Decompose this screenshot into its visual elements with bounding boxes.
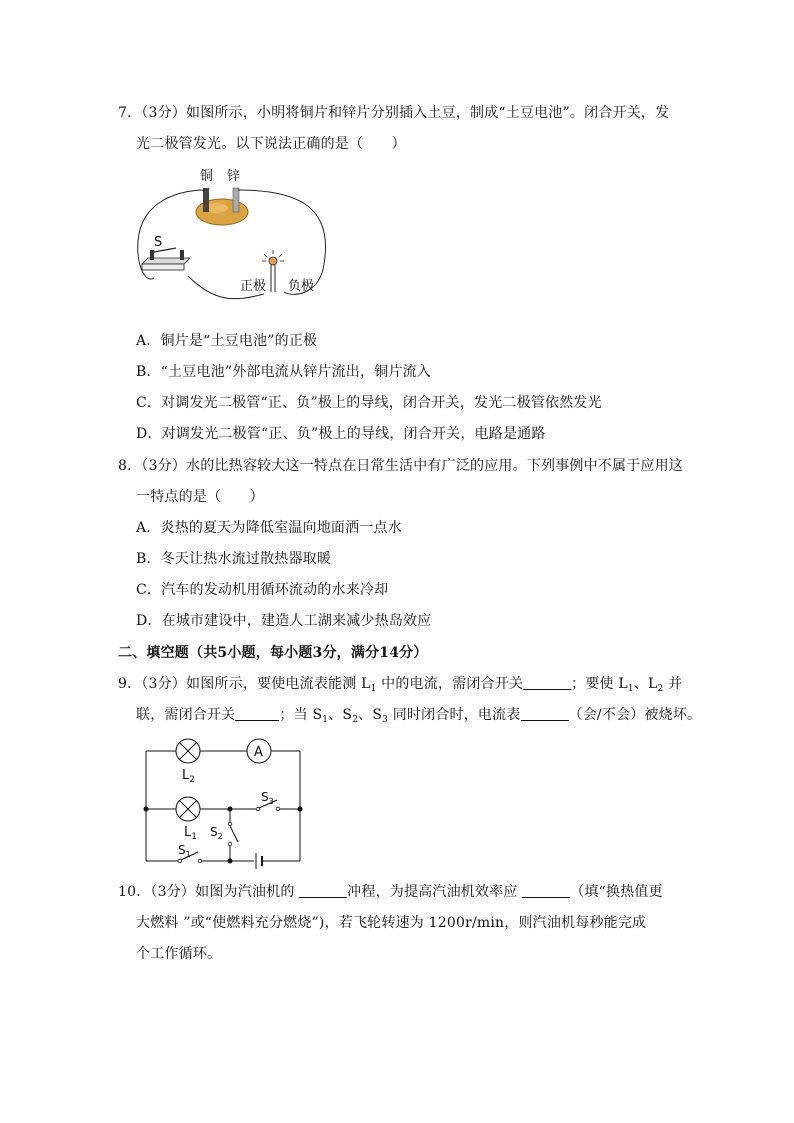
switch-label: S [154,235,163,250]
q7-stem-line1: 7．（3分）如图所示，小明将铜片和锌片分别插入土豆，制成“土豆电池”。闭合开关，发 [118,105,670,121]
q10-stem-line1: 10．（3分）如图为汽油机的 冲程，为提高汽油机效率应 （填“换热值更 [118,884,663,900]
svg-text:A: A [254,745,263,760]
svg-text:S1: $S_1$ [178,843,191,859]
led-negative-label: 负极 [288,279,315,294]
q7-option-b: B．“土豆电池”外部电流从锌片流出，铜片流入 [136,364,432,380]
lamp-l2 [176,739,200,763]
q8-option-c: C．汽车的发动机用循环流动的水来冷却 [136,582,389,598]
q8-option-b: B．冬天让热水流过散热器取暖 [136,551,332,567]
q7-option-a: A．铜片是“土豆电池”的正极 [136,333,318,349]
led-positive-label: 正极 [240,279,267,294]
q8-stem-line2: 一特点的是（ ） [136,489,264,505]
zinc-plate [233,188,239,212]
q8-option-a: A．炎热的夏天为降低室温向地面洒一点水 [136,520,402,536]
q10-stem-line2: 大燃料 ”或“使燃料充分燃烧”)，若飞轮转速为 1200r/min，则汽油机每秒能完成 [136,915,647,931]
q8-stem-line1: 8．（3分）水的比热容较大这一特点在日常生活中有广泛的应用。下列事例中不属于应用这 [118,458,684,474]
q8-option-d: D．在城市建设中，建造人工湖来减少热岛效应 [136,613,432,629]
svg-text:S2: $S_2$ [210,825,223,841]
led-bulb [269,257,277,265]
blank[interactable] [235,706,279,721]
switch-s2 [228,822,238,846]
copper-label: 铜 [200,169,214,184]
zinc-label: 锌 [227,169,241,184]
copper-plate [203,188,209,212]
ammeter [247,739,271,763]
q7-option-d: D．对调发光二极管“正、负”极上的导线，闭合开关，电路是通路 [136,426,546,442]
svg-text:L2: $L_2$ [182,768,195,785]
section-heading: 二、填空题（共5小题，每小题3分，满分14分） [118,645,428,661]
q9-stem-line1: 9．（3分）如图所示，要使电流表能测 $L_1$ 中的电流，需闭合开关 ；要使 $L_1$、$L_2$ 并 [118,676,683,694]
blank[interactable] [523,675,571,690]
lamp-l1 [176,797,200,821]
q10-stem-line3: 个工作循环。 [136,946,222,962]
blank[interactable] [522,883,570,898]
blank[interactable] [521,706,569,721]
battery [256,853,262,869]
q7-option-c: C．对调发光二极管“正、负”极上的导线，闭合开关，发光二极管依然发光 [136,395,602,411]
potato-battery-figure [134,164,334,304]
circuit-figure [138,738,308,868]
blank[interactable] [299,883,347,898]
svg-text:S3: $S_3$ [261,790,274,806]
q7-stem-line2: 光二极管发光。以下说法正确的是（ ） [136,136,406,152]
svg-text:L1: $L_1$ [184,825,197,842]
q9-stem-line2: 联，需闭合开关 ；当 $S_1$、$S_2$、$S_3$ 同时闭合时，电流表 （会/不会）被烧坏。 [136,707,702,725]
